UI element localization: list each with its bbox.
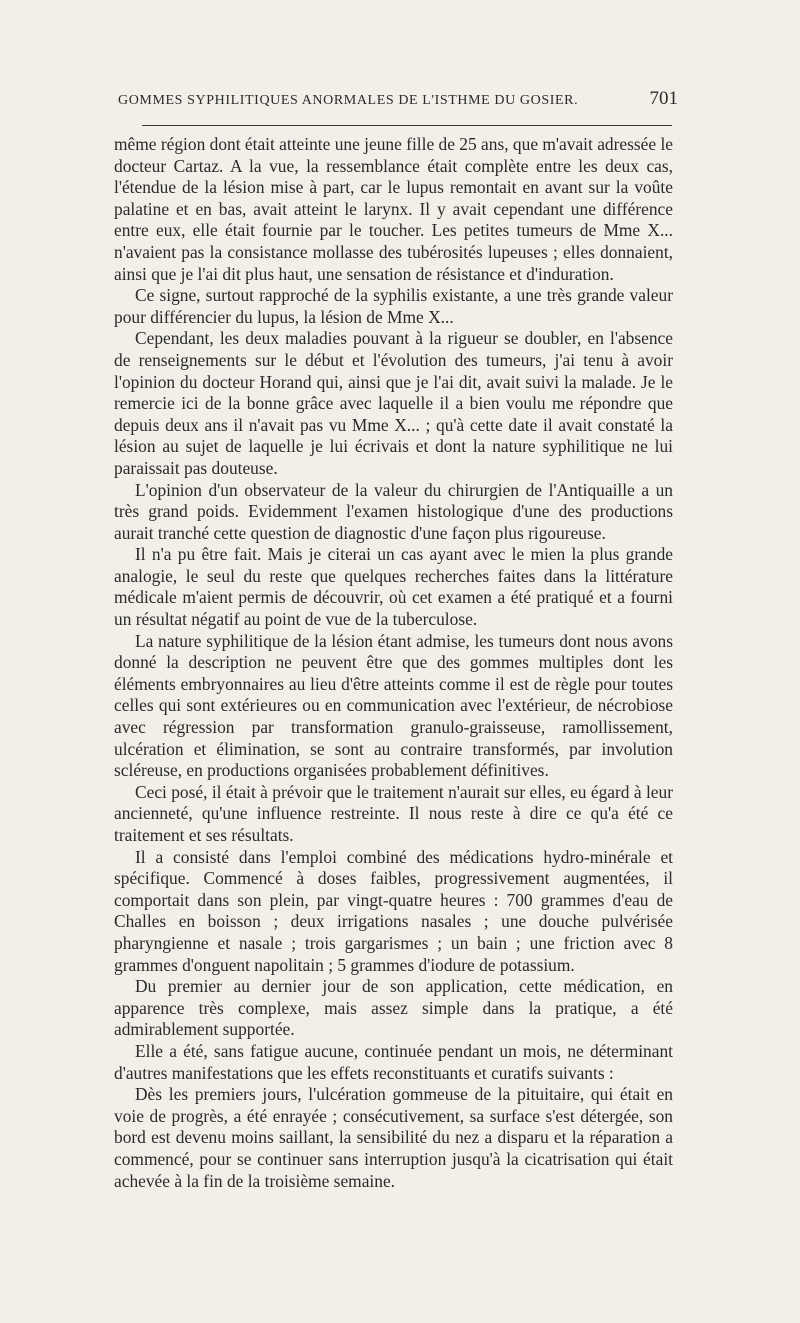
paragraph: Cependant, les deux maladies pouvant à la rigueur se doubler, en l'absence de renseignements sur le début et l'évolution des tumeurs, j'ai tenu à avoir l'opinion du docteur Horand qui, ainsi que je l'ai dit, avait suivi la malade. Je le remercie ici de la bonne grâce avec laquelle il a bien voulu me répondre que depuis deux ans il n'avait pas vu Mme X... ; qu'à cette date il avait constaté la lésion au sujet de laquelle je lui écrivais et dont la nature syphilitique ne lui paraissait pas douteuse. [114,328,673,478]
paragraph: Elle a été, sans fatigue aucune, continuée pendant un mois, ne déterminant d'autres manifestations que les effets reconstituants et curatifs suivants : [114,1040,673,1083]
paragraph: même région dont était atteinte une jeune fille de 25 ans, que m'avait adressée le docteur Cartaz. A la vue, la ressemblance était complète entre les deux cas, l'étendue de la lésion mise à part, car le lupus remontait en avant sur la voûte palatine et en bas, avait atteint le larynx. Il y avait cependant une différence entre eux, elle était fournie par le toucher. Les petites tumeurs de Mme X... n'avaient pas la consistance mollasse des tubérosités lupeuses ; elles donnaient, ainsi que je l'ai dit plus haut, une sensation de résistance et d'induration. [114,134,673,284]
paragraph: La nature syphilitique de la lésion étant admise, les tumeurs dont nous avons donné la description ne peuvent être que des gommes multiples dont les éléments embryonnaires au lieu d'être atteints comme il est de règle pour toutes celles qui sont extérieures ou en communication avec l'extérieur, de nécrobiose avec régression par transformation granulo-graisseuse, ramollissement, ulcération et élimination, se sont au contraire transformés, par involution scléreuse, en productions organisées probablement définitives. [114,630,673,781]
running-header [118,88,678,110]
paragraph: Dès les premiers jours, l'ulcération gommeuse de la pituitaire, qui était en voie de progrès, a été enrayée ; consécutivement, sa surface s'est détergée, son bord est devenu moins saillant, la sensibilité du nez a disparu et la réparation a commencé, pour se continuer sans interruption jusqu'à la cicatrisation qui était achevée à la fin de la troisième semaine. [114,1084,673,1191]
body-text [114,134,673,1192]
paragraph: Ceci posé, il était à prévoir que le traitement n'aurait sur elles, eu égard à leur ancienneté, qu'une influence restreinte. Il nous reste à dire ce qu'a été ce traitement et ses résultats. [114,781,673,845]
page-number: 701 [649,88,678,109]
paragraph: Il n'a pu être fait. Mais je citerai un cas ayant avec le mien la plus grande analogie, le seul du reste que quelques recherches faites dans la littérature médicale m'aient permis de découvrir, où cet examen a été pratiqué et a fourni un résultat négatif au point de vue de la tuberculose. [114,544,673,630]
header-rule [142,125,672,126]
paragraph: Du premier au dernier jour de son application, cette médication, en apparence très complexe, mais assez simple dans la pratique, a été admirablement supportée. [114,976,673,1040]
paragraph: L'opinion d'un observateur de la valeur du chirurgien de l'Antiquaille a un très grand poids. Evidemment l'examen histologique d'une des productions aurait tranché cette question de diagnostic d'une façon plus rigoureuse. [114,479,673,543]
paragraph: Il a consisté dans l'emploi combiné des médications hydro-minérale et spécifique. Commencé à doses faibles, progressivement augmentées, il comportait dans son plein, par vingt-quatre heures : 700 grammes d'eau de Challes en boisson ; deux irrigations nasales ; une douche pulvérisée pharyngienne et nasale ; trois gargarismes ; un bain ; une friction avec 8 grammes d'onguent napolitain ; 5 grammes d'iodure de potassium. [114,846,673,975]
paragraph: Ce signe, surtout rapproché de la syphilis existante, a une très grande valeur pour différencier du lupus, la lésion de Mme X... [114,285,673,327]
running-title: GOMMES SYPHILITIQUES ANORMALES DE L'ISTHME DU GOSIER. [118,93,579,108]
